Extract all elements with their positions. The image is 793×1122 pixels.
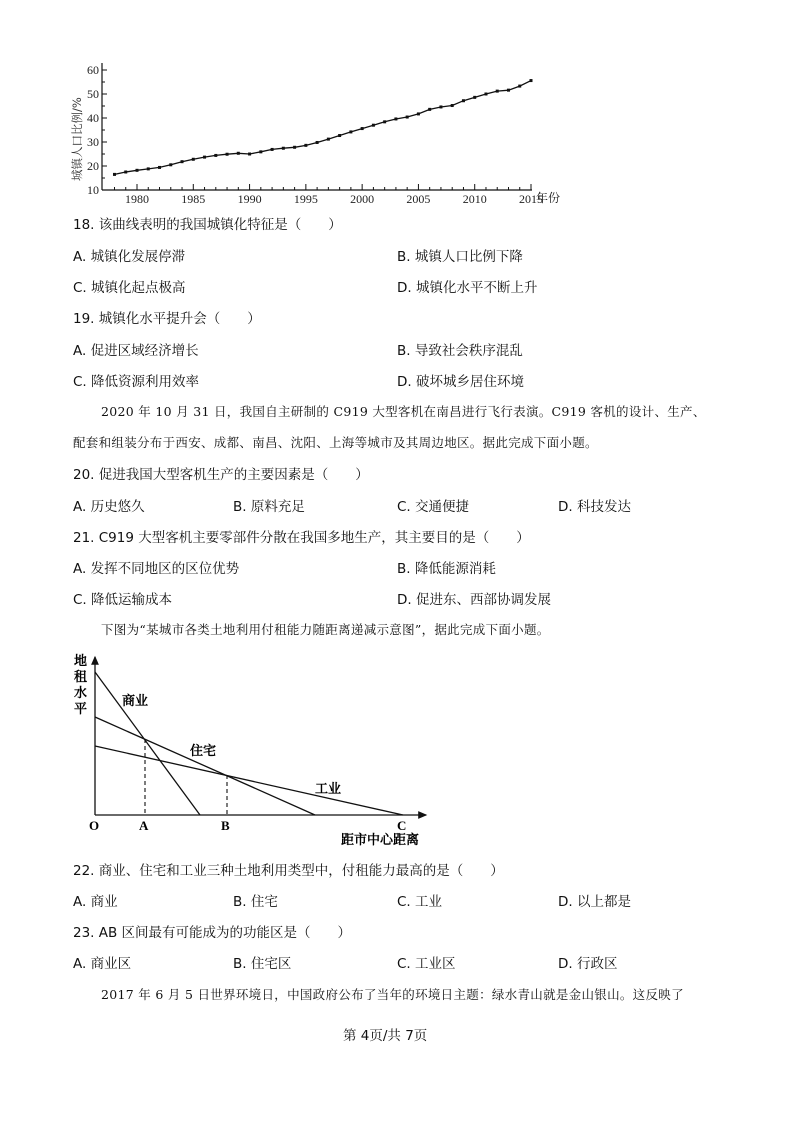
urbanization-chart-svg [60, 55, 600, 210]
industry-label: 工业 [315, 782, 342, 797]
data-point [507, 89, 510, 92]
bid-rent-diagram-svg [60, 645, 450, 850]
data-point [147, 167, 150, 170]
q19-option-b[interactable]: B. 导致社会秩序混乱 [397, 343, 523, 359]
y-tick-label: 10 [87, 183, 99, 197]
data-point [271, 148, 274, 151]
point-a-label: A [139, 818, 149, 833]
data-point [530, 79, 533, 82]
y-label-char: 平 [74, 702, 88, 717]
q20-option-c[interactable]: C. 交通便捷 [397, 499, 470, 515]
q22-option-d[interactable]: D. 以上都是 [558, 894, 631, 910]
data-point [248, 153, 251, 156]
c919-passage-line-1: 2020 年 10 月 31 日，我国自主研制的 C919 大型客机在南昌进行飞行表演。C919 客机的设计、生产、 [101, 404, 706, 419]
q23-option-c[interactable]: C. 工业区 [397, 956, 456, 972]
q22-option-c[interactable]: C. 工业 [397, 894, 443, 910]
data-point [203, 156, 206, 159]
data-point [428, 108, 431, 111]
data-point [518, 85, 521, 88]
residential-label: 住宅 [190, 744, 217, 759]
environment-passage: 2017 年 6 月 5 日世界环境日，中国政府公布了当年的环境日主题：绿水青山就是金山银山。这反映了 [101, 987, 684, 1002]
q22-option-b[interactable]: B. 住宅 [233, 894, 278, 910]
data-point [484, 93, 487, 96]
data-point [439, 105, 442, 108]
data-point [451, 104, 454, 107]
data-point [304, 144, 307, 147]
data-points [113, 79, 533, 176]
q23-option-d[interactable]: D. 行政区 [558, 956, 618, 972]
x-tick-label: 1995 [293, 192, 318, 206]
x-tick-label: 1990 [237, 192, 262, 206]
y-label-char: 水 [74, 686, 88, 701]
data-point [237, 152, 240, 155]
data-point [327, 138, 330, 141]
q18-option-d[interactable]: D. 城镇化水平不断上升 [397, 280, 538, 296]
data-point [158, 166, 161, 169]
question-20-stem: 20. 促进我国大型客机生产的主要因素是（ ） [73, 467, 369, 483]
data-point [293, 146, 296, 149]
data-point [181, 160, 184, 163]
x-tick-label: 2005 [406, 192, 431, 206]
y-axis-label: 城镇人口比例/% [70, 97, 84, 181]
question-19-stem: 19. 城镇化水平提升会（ ） [73, 311, 261, 327]
data-point [462, 99, 465, 102]
data-point [349, 130, 352, 133]
x-tick-label: 2010 [462, 192, 487, 206]
q21-option-a[interactable]: A. 发挥不同地区的区位优势 [73, 561, 240, 577]
y-tick-label: 30 [87, 135, 99, 149]
bid-rent-diagram [60, 645, 450, 850]
data-point [383, 120, 386, 123]
x-tick-label: 1985 [181, 192, 206, 206]
urbanization-line [115, 81, 532, 175]
urbanization-chart [60, 55, 600, 210]
q18-option-c[interactable]: C. 城镇化起点极高 [73, 280, 186, 296]
q22-option-a[interactable]: A. 商业 [73, 894, 118, 910]
x-axis-label: 距市中心距离 [341, 833, 420, 848]
y-tick-label: 50 [87, 87, 99, 101]
q23-option-a[interactable]: A. 商业区 [73, 956, 132, 972]
point-b-label: B [221, 818, 230, 833]
industry-line [95, 746, 403, 815]
data-point [372, 124, 375, 127]
q19-option-a[interactable]: A. 促进区域经济增长 [73, 343, 199, 359]
y-tick-label: 20 [87, 159, 99, 173]
data-point [113, 173, 116, 176]
c919-passage-line-2: 配套和组装分布于西安、成都、南昌、沈阳、上海等城市及其周边地区。据此完成下面小题。 [73, 435, 598, 450]
data-point [214, 154, 217, 157]
data-point [417, 112, 420, 115]
question-22-stem: 22. 商业、住宅和工业三种土地利用类型中，付租能力最高的是（ ） [73, 863, 504, 879]
point-o-label: O [89, 818, 100, 833]
q21-option-c[interactable]: C. 降低运输成本 [73, 592, 173, 608]
data-point [406, 116, 409, 119]
q20-option-b[interactable]: B. 原料充足 [233, 499, 305, 515]
q19-option-d[interactable]: D. 破坏城乡居住环境 [397, 374, 524, 390]
y-tick-label: 40 [87, 111, 99, 125]
q18-option-b[interactable]: B. 城镇人口比例下降 [397, 249, 523, 265]
y-label-char: 租 [74, 670, 88, 685]
data-point [361, 127, 364, 130]
data-point [316, 141, 319, 144]
q21-option-b[interactable]: B. 降低能源消耗 [397, 561, 496, 577]
data-point [226, 153, 229, 156]
question-18-stem: 18. 该曲线表明的我国城镇化特征是（ ） [73, 217, 342, 233]
q18-option-a[interactable]: A. 城镇化发展停滞 [73, 249, 186, 265]
x-tick-label: 1980 [125, 192, 149, 206]
rent-passage: 下图为“某城市各类土地利用付租能力随距离递减示意图”，据此完成下面小题。 [101, 622, 550, 637]
y-label-char: 地 [74, 654, 88, 669]
data-point [473, 96, 476, 99]
point-c-label: C [397, 818, 407, 833]
data-point [136, 169, 139, 172]
data-point [282, 147, 285, 150]
data-point [192, 158, 195, 161]
x-ticks [114, 184, 543, 206]
y-ticks [87, 63, 107, 197]
data-point [338, 134, 341, 137]
q20-option-a[interactable]: A. 历史悠久 [73, 499, 145, 515]
question-23-stem: 23. AB 区间最有可能成为的功能区是（ ） [73, 925, 352, 941]
q19-option-c[interactable]: C. 降低资源利用效率 [73, 374, 200, 390]
x-axis-unit: 年份 [536, 191, 561, 205]
q23-option-b[interactable]: B. 住宅区 [233, 956, 292, 972]
data-point [169, 163, 172, 166]
residential-line [95, 717, 315, 815]
page-number: 第 4页/共 7页 [343, 1028, 428, 1044]
data-point [394, 117, 397, 120]
data-point [259, 150, 262, 153]
data-point [124, 171, 127, 174]
x-tick-label: 2000 [350, 192, 375, 206]
q21-option-d[interactable]: D. 促进东、西部协调发展 [397, 592, 551, 608]
commerce-label: 商业 [122, 694, 149, 709]
x-tick-label: 2015 [519, 192, 543, 206]
question-21-stem: 21. C919 大型客机主要零部件分散在我国多地生产，其主要目的是（ ） [73, 530, 530, 546]
y-tick-label: 60 [87, 63, 99, 77]
q20-option-d[interactable]: D. 科技发达 [558, 499, 631, 515]
data-point [496, 90, 499, 93]
